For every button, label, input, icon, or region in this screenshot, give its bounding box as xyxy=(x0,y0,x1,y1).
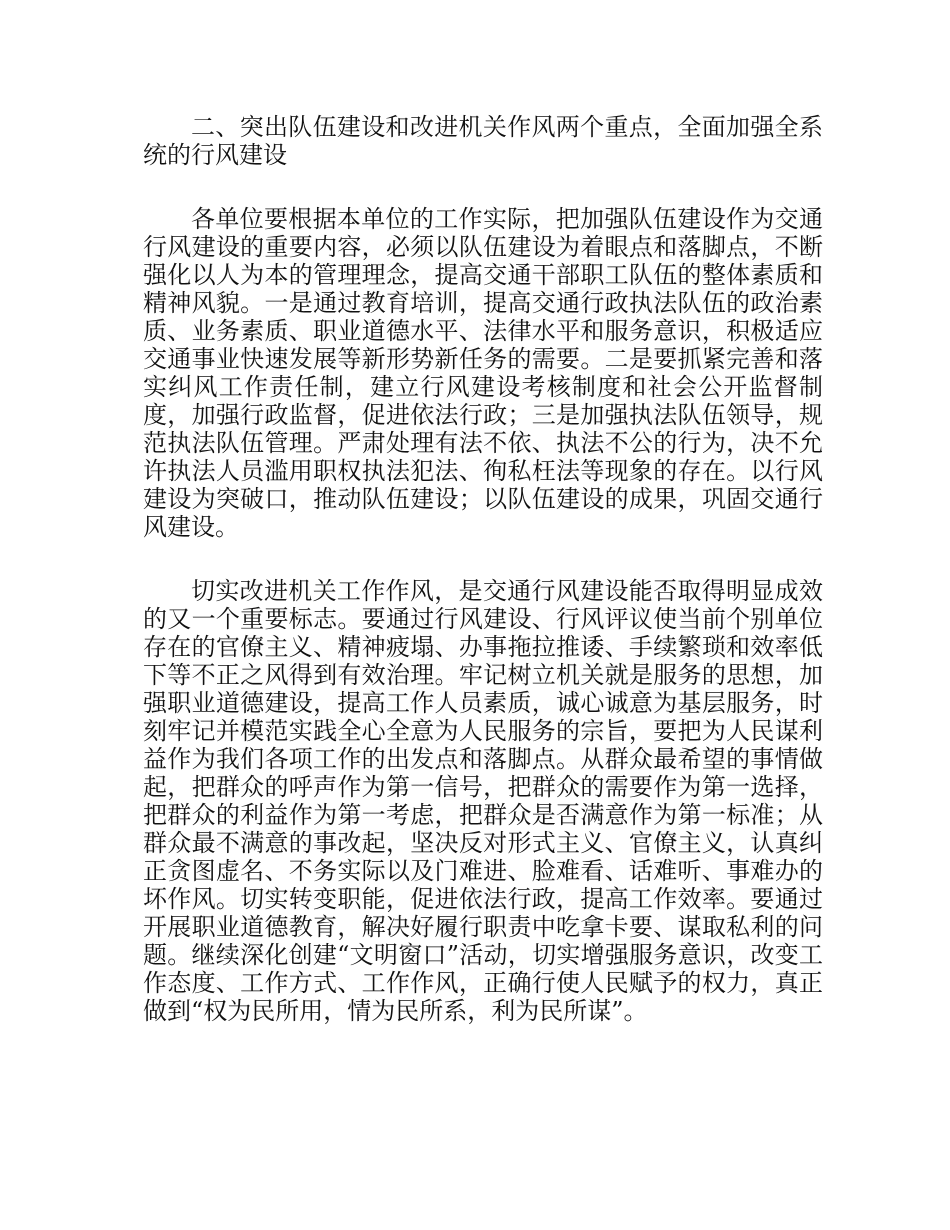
paragraph-work-style: 切实改进机关工作作风，是交通行风建设能否取得明显成效的又一个重要标志。要通过行风建设、行风评议使当前个别单位存在的官僚主义、精神疲塌、办事拖拉推诿、手续繁琐和效率低下等不正之风得到有效治理。牢记树立机关就是服务的思想，加强职业道德建设，提高工作人员素质，诚心诚意为基层服务，时刻牢记并模范实践全心全意为人民服务的宗旨，要把为人民谋利益作为我们各项工作的出发点和落脚点。从群众最希望的事情做起，把群众的呼声作为第一信号，把群众的需要作为第一选择，把群众的利益作为第一考虑，把群众是否满意作为第一标准；从群众最不满意的事改起，坚决反对形式主义、官僚主义，认真纠正贪图虚名、不务实际以及门难进、脸难看、话难听、事难办的坏作风。切实转变职能，促进依法行政，提高工作效率。要通过开展职业道德教育，解决好履行职责中吃拿卡要、谋取私利的问题。继续深化创建“文明窗口”活动，切实增强服务意识，改变工作态度、工作方式、工作作风，正确行使人民赋予的权力，真正做到“权为民所用，情为民所系，利为民所谋”。 xyxy=(143,577,823,1025)
section-heading: 二、突出队伍建设和改进机关作风两个重点，全面加强全系统的行风建设 xyxy=(143,113,823,169)
document-body xyxy=(143,113,823,1025)
paragraph-team-building: 各单位要根据本单位的工作实际，把加强队伍建设作为交通行风建设的重要内容，必须以队伍建设为着眼点和落脚点，不断强化以人为本的管理理念，提高交通干部职工队伍的整体素质和精神风貌。一是通过教育培训，提高交通行政执法队伍的政治素质、业务素质、职业道德水平、法律水平和服务意识，积极适应交通事业快速发展等新形势新任务的需要。二是要抓紧完善和落实纠风工作责任制，建立行风建设考核制度和社会公开监督制度，加强行政监督，促进依法行政；三是加强执法队伍领导，规范执法队伍管理。严肃处理有法不依、执法不公的行为，决不允许执法人员滥用职权执法犯法、徇私枉法等现象的存在。以行风建设为突破口，推动队伍建设；以队伍建设的成果，巩固交通行风建设。 xyxy=(143,205,823,541)
